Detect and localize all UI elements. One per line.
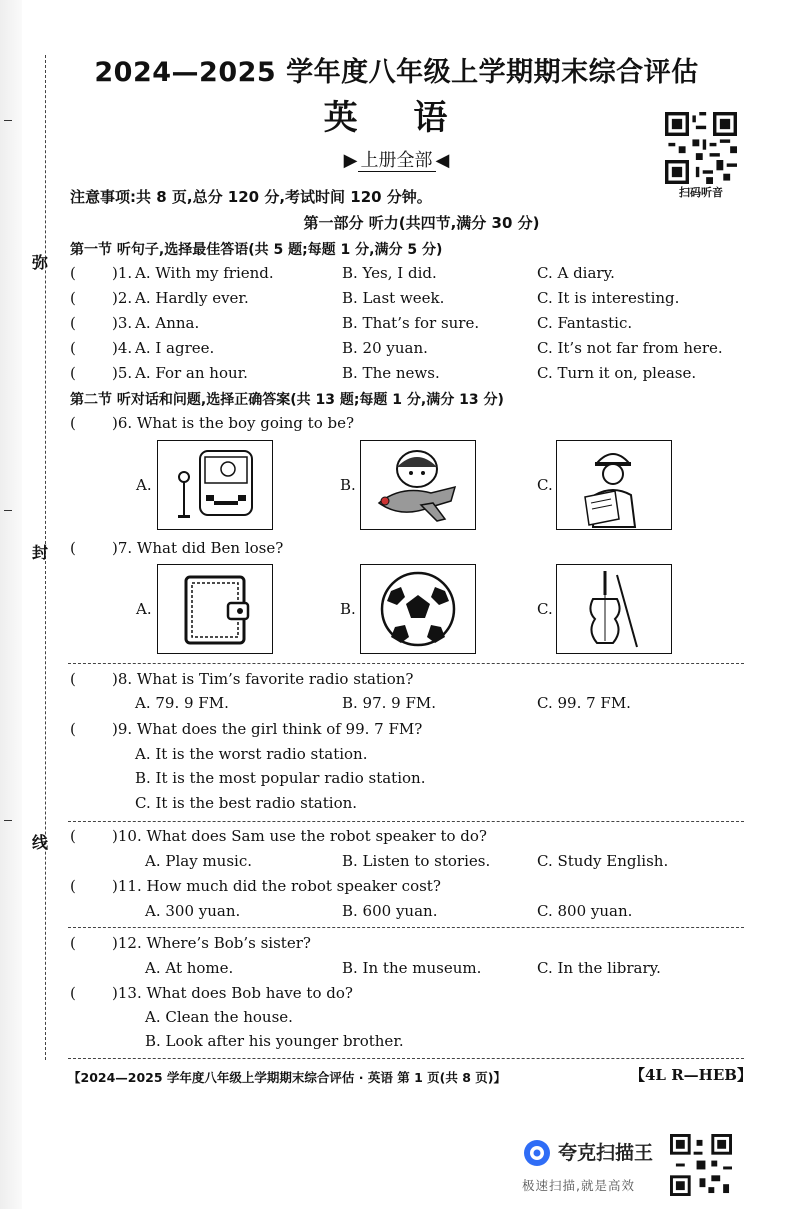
answer-paren[interactable]: (: [70, 314, 76, 332]
q2-option-c: C. It is interesting.: [537, 289, 680, 307]
divider-dashed: [68, 663, 744, 664]
triangle-right-icon: ▶: [343, 150, 358, 171]
q3-option-a: A. Anna.: [135, 314, 200, 332]
q5-option-c: C. Turn it on, please.: [537, 364, 697, 382]
answer-paren[interactable]: (: [70, 539, 76, 557]
section-one-heading: 第一节 听句子,选择最佳答语(共 5 题;每题 1 分,满分 5 分): [70, 242, 443, 258]
divider-dashed: [68, 1058, 744, 1059]
question-11-stem: )11. How much did the robot speaker cost?: [112, 877, 441, 895]
q1-option-a: A. With my friend.: [135, 264, 274, 282]
question-9-stem: )9. What does the girl think of 99. 7 FM?: [112, 720, 423, 738]
q4-option-b: B. 20 yuan.: [342, 339, 428, 357]
q3-option-c: C. Fantastic.: [537, 314, 633, 332]
q9-option-a: A. It is the worst radio station.: [135, 745, 368, 763]
question-5-number: )5.: [112, 364, 133, 382]
q12-option-a: A. At home.: [145, 959, 234, 977]
pic-letter-c: C.: [537, 476, 553, 494]
q8-option-a: A. 79. 9 FM.: [135, 694, 229, 712]
q9-option-c: C. It is the best radio station.: [135, 794, 358, 812]
q9-option-b: B. It is the most popular radio station.: [135, 769, 426, 787]
triangle-left-icon: ◀: [435, 150, 450, 171]
scan-edge: [0, 0, 22, 1209]
qr-code-icon[interactable]: [665, 112, 737, 184]
watermark-qr-code-icon: [670, 1134, 732, 1196]
exam-notice: 注意事项:共 8 页,总分 120 分,考试时间 120 分钟。: [70, 188, 432, 206]
q10-option-a: A. Play music.: [145, 852, 252, 870]
question-2-number: )2.: [112, 289, 133, 307]
part-one-heading: 第一部分 听力(共四节,满分 30 分): [303, 214, 540, 232]
page-footer: 【2024—2025 学年度八年级上学期期末综合评估 · 英语 第 1 页(共 8 页)】: [68, 1070, 506, 1085]
exam-title: 2024—2025 学年度八年级上学期期末综合评估: [94, 57, 699, 88]
picture-engineer[interactable]: [556, 440, 672, 530]
answer-paren[interactable]: (: [70, 414, 76, 432]
q13-option-a: A. Clean the house.: [145, 1008, 293, 1026]
scope-text: 上册全部: [358, 150, 436, 172]
paper-code: 【4L R—HEB】: [630, 1066, 752, 1084]
divider-dashed: [68, 927, 744, 928]
qr-label: 扫码听音: [679, 186, 723, 199]
pic-letter-b: B.: [340, 600, 356, 618]
answer-paren[interactable]: (: [70, 877, 76, 895]
quark-scanner-logo-icon: [522, 1138, 552, 1168]
picture-violin[interactable]: [556, 564, 672, 654]
answer-paren[interactable]: (: [70, 984, 76, 1002]
answer-paren[interactable]: (: [70, 339, 76, 357]
violin-icon: [557, 565, 671, 653]
picture-bus-driver[interactable]: [157, 440, 273, 530]
pilot-icon: [361, 441, 475, 529]
question-10-stem: )10. What does Sam use the robot speaker to do?: [112, 827, 487, 845]
seal-char-xian: 线: [32, 833, 49, 852]
q10-option-c: C. Study English.: [537, 852, 669, 870]
answer-paren[interactable]: (: [70, 827, 76, 845]
pic-letter-a: A.: [136, 600, 152, 618]
q2-option-b: B. Last week.: [342, 289, 445, 307]
pic-letter-a: A.: [136, 476, 152, 494]
soccer-ball-icon: [361, 565, 475, 653]
q8-option-c: C. 99. 7 FM.: [537, 694, 631, 712]
margin-tick: [4, 510, 12, 511]
picture-soccer-ball[interactable]: [360, 564, 476, 654]
question-6-stem: )6. What is the boy going to be?: [112, 414, 355, 432]
question-3-number: )3.: [112, 314, 133, 332]
picture-pilot[interactable]: [360, 440, 476, 530]
divider-dashed: [68, 821, 744, 822]
engineer-icon: [557, 441, 671, 529]
q11-option-a: A. 300 yuan.: [145, 902, 241, 920]
question-4-number: )4.: [112, 339, 133, 357]
q12-option-b: B. In the museum.: [342, 959, 482, 977]
seal-char-mi: 弥: [32, 253, 49, 272]
question-7-stem: )7. What did Ben lose?: [112, 539, 284, 557]
scanner-slogan: 极速扫描,就是高效: [522, 1178, 635, 1193]
seal-char-feng: 封: [32, 543, 49, 562]
answer-paren[interactable]: (: [70, 364, 76, 382]
answer-paren[interactable]: (: [70, 720, 76, 738]
bus-driver-icon: [158, 441, 272, 529]
q13-option-b: B. Look after his younger brother.: [145, 1032, 404, 1050]
margin-tick: [4, 820, 12, 821]
question-1-number: )1.: [112, 264, 133, 282]
q12-option-c: C. In the library.: [537, 959, 661, 977]
q1-option-c: C. A diary.: [537, 264, 615, 282]
scanner-app-name: 夸克扫描王: [558, 1142, 654, 1164]
q11-option-c: C. 800 yuan.: [537, 902, 633, 920]
q4-option-a: A. I agree.: [135, 339, 215, 357]
answer-paren[interactable]: (: [70, 934, 76, 952]
answer-paren[interactable]: (: [70, 289, 76, 307]
q10-option-b: B. Listen to stories.: [342, 852, 491, 870]
q11-option-b: B. 600 yuan.: [342, 902, 438, 920]
q3-option-b: B. That’s for sure.: [342, 314, 480, 332]
section-two-heading: 第二节 听对话和问题,选择正确答案(共 13 题;每题 1 分,满分 13 分): [70, 392, 504, 408]
q1-option-b: B. Yes, I did.: [342, 264, 437, 282]
q2-option-a: A. Hardly ever.: [135, 289, 249, 307]
question-8-stem: )8. What is Tim’s favorite radio station?: [112, 670, 414, 688]
q5-option-a: A. For an hour.: [135, 364, 248, 382]
wallet-icon: [158, 565, 272, 653]
q8-option-b: B. 97. 9 FM.: [342, 694, 437, 712]
answer-paren[interactable]: (: [70, 264, 76, 282]
question-12-stem: )12. Where’s Bob’s sister?: [112, 934, 311, 952]
q5-option-b: B. The news.: [342, 364, 440, 382]
pic-letter-c: C.: [537, 600, 553, 618]
q4-option-c: C. It’s not far from here.: [537, 339, 723, 357]
pic-letter-b: B.: [340, 476, 356, 494]
picture-wallet[interactable]: [157, 564, 273, 654]
question-13-stem: )13. What does Bob have to do?: [112, 984, 353, 1002]
subject-title: 英 语: [323, 98, 470, 138]
answer-paren[interactable]: (: [70, 670, 76, 688]
